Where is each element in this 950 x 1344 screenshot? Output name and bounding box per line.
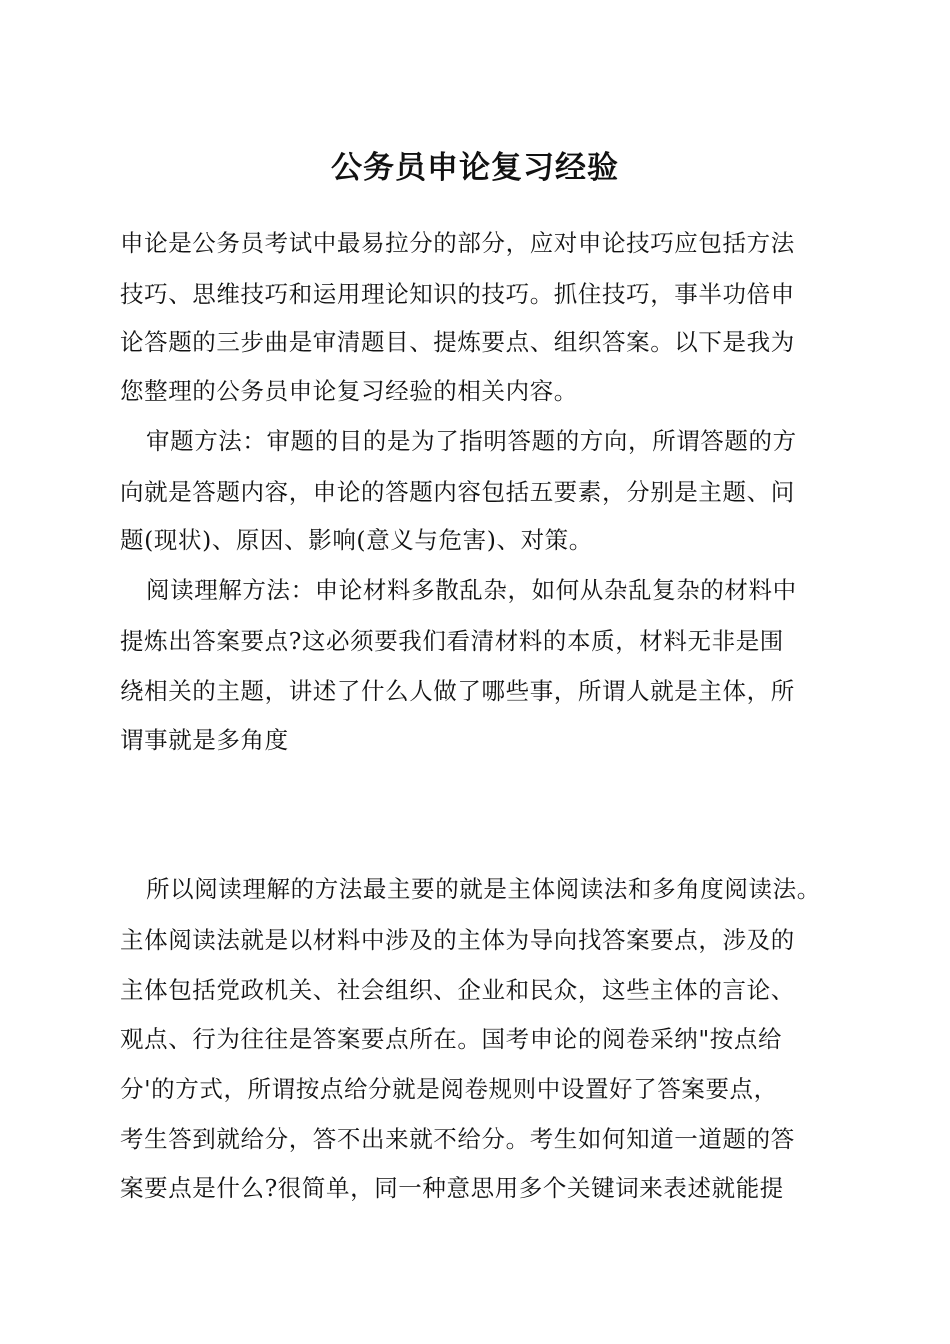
paragraph-2-line-1: 审题方法：审题的目的是为了指明答题的方向，所谓答题的方 [146,427,797,455]
paragraph-4-line-6: 考生答到就给分，答不出来就不给分。考生如何知道一道题的答 [120,1125,795,1153]
paragraph-1-line-1: 申论是公务员考试中最易拉分的部分，应对申论技巧应包括方法 [120,229,795,257]
paragraph-1-line-3: 论答题的三步曲是审清题目、提炼要点、组织答案。以下是我为 [120,328,795,356]
paragraph-3-line-2: 提炼出答案要点?这必须要我们看清材料的本质，材料无非是围 [120,627,784,655]
paragraph-4-line-4: 观点、行为往往是答案要点所在。国考申论的阅卷采纳"按点给 [120,1025,783,1053]
paragraph-2-line-3: 题(现状)、原因、影响(意义与危害)、对策。 [120,526,593,554]
paragraph-4-line-3: 主体包括党政机关、社会组织、企业和民众，这些主体的言论、 [120,976,795,1004]
paragraph-3-line-3: 绕相关的主题，讲述了什么人做了哪些事，所谓人就是主体，所 [120,677,795,705]
paragraph-4-line-1: 所以阅读理解的方法最主要的就是主体阅读法和多角度阅读法。 [146,875,821,903]
paragraph-3-line-4: 谓事就是多角度 [120,726,289,754]
paragraph-1-line-4: 您整理的公务员申论复习经验的相关内容。 [120,377,578,405]
paragraph-4-line-5: 分'的方式，所谓按点给分就是阅卷规则中设置好了答案要点， [120,1075,778,1103]
paragraph-3-line-1: 阅读理解方法：申论材料多散乱杂，如何从杂乱复杂的材料中 [146,576,797,604]
paragraph-2-line-2: 向就是答题内容，申论的答题内容包括五要素，分别是主题、问 [120,478,795,506]
paragraph-4-line-2: 主体阅读法就是以材料中涉及的主体为导向找答案要点，涉及的 [120,926,795,954]
paragraph-4-line-7: 案要点是什么?很简单，同一种意思用多个关键词来表述就能提 [120,1174,784,1202]
paragraph-1-line-2: 技巧、思维技巧和运用理论知识的技巧。抓住技巧，事半功倍申 [120,280,795,308]
document-title: 公务员申论复习经验 [331,150,619,186]
